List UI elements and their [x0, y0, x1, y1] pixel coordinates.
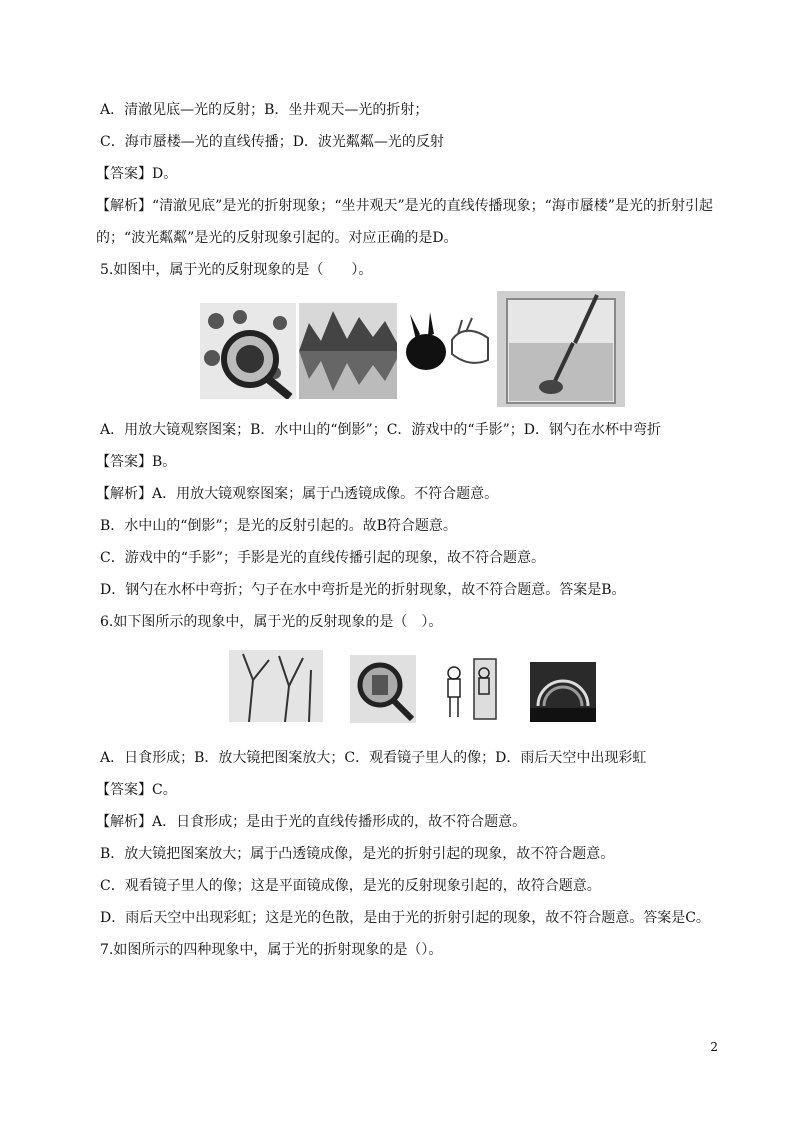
q5-stem: 5.如图中，属于光的反射现象的是（ ）。 — [100, 262, 373, 278]
q5-figure-spoon-in-glass — [497, 291, 625, 407]
q5-figure-mountain-reflection — [299, 303, 397, 399]
q4-answer: 【答案】D。 — [96, 166, 178, 182]
page-number: 2 — [710, 1040, 718, 1054]
q6-analysis-b: B．放大镜把图案放大；属于凸透镜成像，是光的折射引起的现象，故不符合题意。 — [100, 846, 615, 862]
q6-figure-rainbow — [530, 662, 596, 722]
q5-options: A．用放大镜观察图案；B．水中山的“倒影”；C．游戏中的“手影”；D．钢勺在水杯中弯折 — [100, 422, 661, 438]
q4-analysis: 【解析】“清澈见底”是光的折射现象；“坐井观天”是光的直线传播现象；“海市蜃楼”是光的折射引起的；“波光粼粼”是光的反射现象引起的。对应正确的是D。 — [96, 198, 713, 246]
q5-analysis-c: C．游戏中的“手影”；手影是光的直线传播引起的现象，故不符合题意。 — [100, 550, 546, 566]
q4-options-cd: C．海市蜃楼—光的直线传播；D．波光粼粼—光的反射 — [100, 134, 444, 150]
q6-answer: 【答案】C。 — [96, 782, 177, 798]
q5-analysis-d: D．钢勺在水杯中弯折；勺子在水中弯折是光的折射现象，故不符合题意。答案是B。 — [100, 582, 626, 598]
q5-answer: 【答案】B。 — [96, 454, 177, 470]
q6-options: A．日食形成；B．放大镜把图案放大；C．观看镜子里人的像；D．雨后天空中出现彩虹 — [100, 750, 647, 766]
q7-stem: 7.如图所示的四种现象中，属于光的折射现象的是（）。 — [100, 942, 443, 958]
q6-figure-magnifier — [350, 655, 416, 723]
q6-figure-tree-shadow — [229, 650, 323, 722]
q6-analysis-c: C．观看镜子里人的像；这是平面镜成像，是光的反射现象引起的，故符合题意。 — [100, 878, 601, 894]
q6-stem: 6.如下图所示的现象中，属于光的反射现象的是（ ）。 — [100, 614, 443, 630]
q4-options-ab: A．清澈见底—光的反射；B．坐井观天—光的折射； — [100, 102, 429, 118]
q6-figure-mirror-people — [438, 657, 498, 721]
q5-figure-hand-shadow — [402, 310, 492, 382]
q6-analysis-d: D．雨后天空中出现彩虹；这是光的色散，是由于光的折射引起的现象，故不符合题意。答案是C。 — [100, 910, 710, 926]
q6-analysis-a: 【解析】A．日食形成；是由于光的直线传播形成的，故不符合题意。 — [96, 814, 527, 830]
q5-analysis-a: 【解析】A．用放大镜观察图案；属于凸透镜成像。不符合题意。 — [96, 486, 499, 502]
q5-analysis-b: B．水中山的“倒影”；是光的反射引起的。故B符合题意。 — [100, 518, 457, 534]
q5-figure-magnifier — [200, 303, 296, 399]
